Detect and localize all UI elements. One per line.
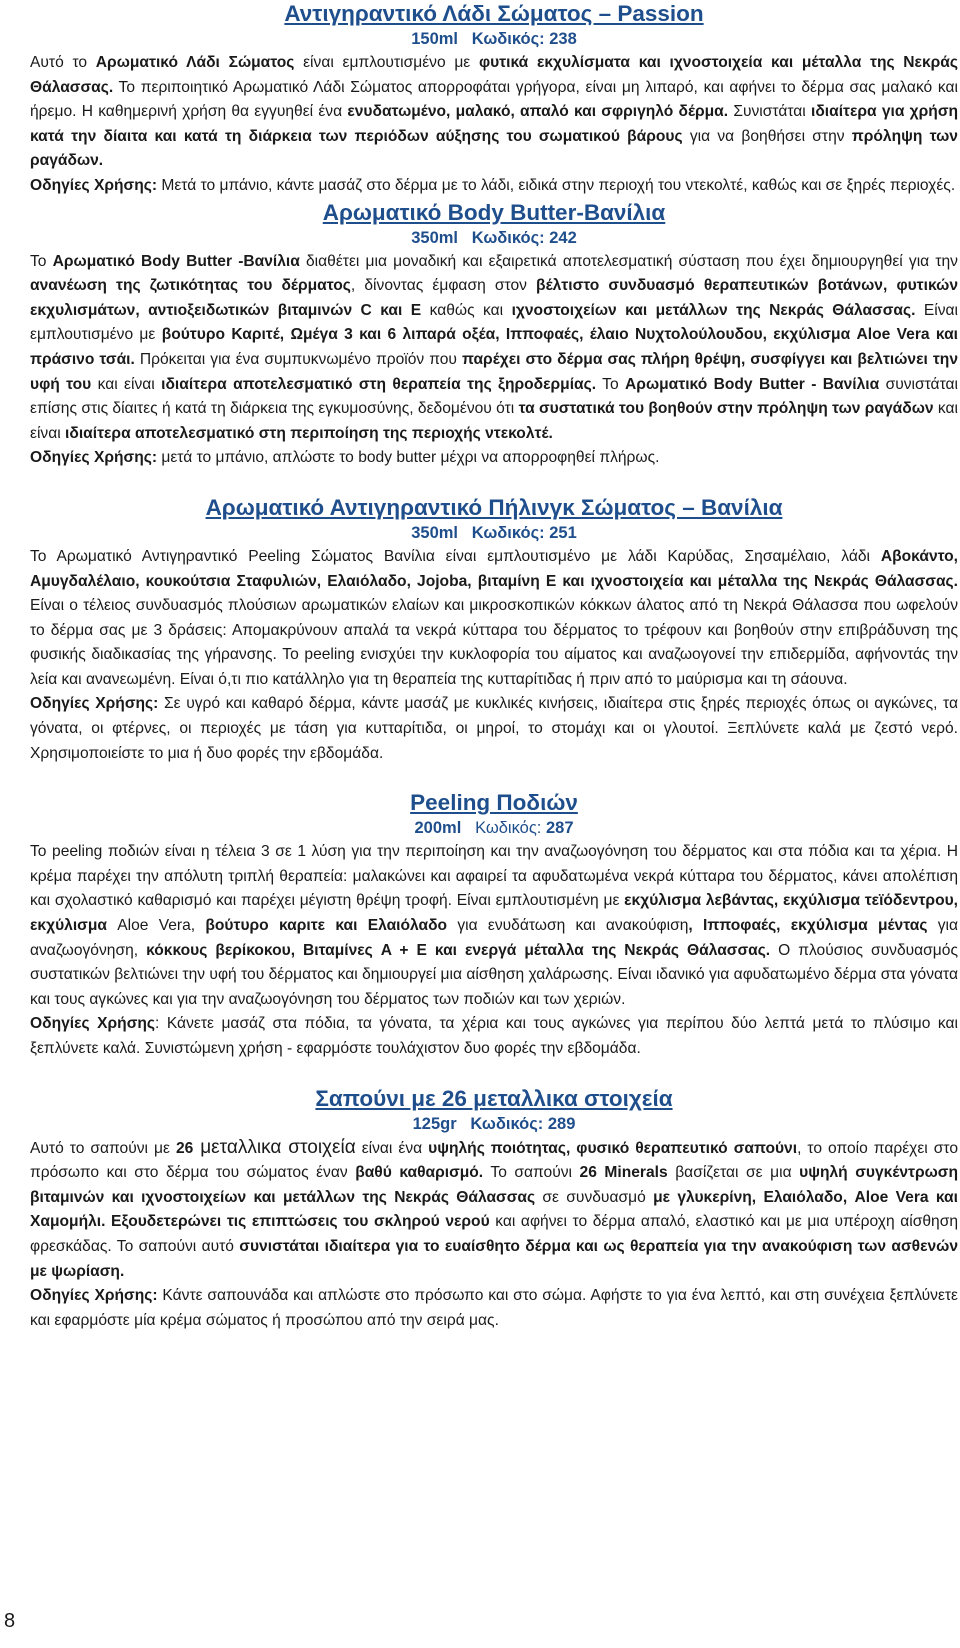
bold-text-run: βούτυρο Καριτέ, Ωμέγα 3 και 6 λιπαρά οξέα, Ιπποφαές, έλαιο Νυχτολούλουδου, εκχύλισμα Aloe Vera και πράσινο τσάι. [30, 326, 958, 368]
product-description [30, 250, 958, 471]
bold-text-run: υψηλής ποιότητας, φυσικό θεραπευτικό σαπούνι [428, 1139, 798, 1157]
bold-text-run: ιχνοστοιχείων και μετάλλων της Νεκράς Θάλασσας. [511, 301, 916, 319]
text-run: καθώς και [421, 301, 512, 319]
text-run: Κάντε σαπουνάδα και απλώστε στο πρόσωπο και στο σώμα. Αφήστε το για ένα λεπτό, και στη συνέχεια ξεπλύνετε και εφαρμόστε μία κρέμα σώματος ή προσώπου από την σειρά μας. [30, 1287, 959, 1329]
product-code: 287 [545, 819, 574, 838]
bold-text-run: ανανέωση της ζωτικότητας του δέρματος [30, 277, 351, 295]
text-run: : Κάνετε μασάζ στα πόδια, τα γόνατα, τα χέρια και τους αγκώνες για περίπου δύο λεπτά μετά το πλύσιμο και ξεπλύνετε καλά. Συνιστώμενη χρήση - εφαρμόστε τουλάχιστον δυο φορές την εβδομάδα. [30, 1015, 958, 1057]
product-code-label: Κωδικός: [471, 30, 545, 48]
bold-text-run: Αρωματικό Body Butter -Βανίλια [52, 252, 300, 270]
text-run: Το peeling ποδιών είναι η τέλεια 3 σε 1 λύση για την περιποίηση και την αναζωογόνηση του δέρματος και στα πόδια και τα χέρια. Η κρέμα παρέχει την απόλυτη τριπλή θεραπεία: μαλακώνει και αφαιρεί τα αφυδατωμένα νεκρά κύτταρα του δέρματος, κάνει απολέπιση και σχολαστικό καθαρισμό και παρέχει μέγιστη θρέψη τροφή. Είναι εμπλουτισμένη με [30, 843, 958, 910]
bold-text-run: Οδηγίες Χρήσης [30, 1015, 156, 1033]
text-run: είναι εμπλουτισμένο με [294, 54, 479, 71]
product-code: 251 [549, 523, 577, 542]
bold-text-run: βούτυρο καριτε και Ελαιόλαδο [205, 917, 448, 935]
product-code-label: Κωδικός: [471, 228, 545, 247]
product-code-label: Κωδικός: [475, 819, 542, 838]
usage-instructions-paragraph [30, 174, 958, 199]
bold-text-run: ιδιαίτερα αποτελεσματικό στη θεραπεία της ξηροδερμίας. [161, 375, 597, 393]
text-run: Σε υγρό και καθαρό δέρμα, κάντε μασάζ με κυκλικές κινήσεις, ιδιαίτερα στις ξηρές περιοχές όπως οι αγκώνες, τα γόνατα, οι φτέρνες, οι περιοχές με τάση για κυτταρίτιδα, οι μηροί, το στομάχι και οι γλουτοί. Ξεπλύνετε καλά με ζεστό νερό. Χρησιμοποιείστε το μια ή δυο φορές την εβδομάδα. [30, 695, 959, 762]
product-size-code [30, 1113, 958, 1136]
bold-text-run: Οδηγίες Χρήσης: [30, 695, 159, 713]
bold-text-run: 26 Minerals [579, 1164, 668, 1182]
bold-text-run: τα συστατικά του βοηθούν στην πρόληψη των ραγάδων [518, 400, 934, 418]
bold-text-run: πρόληψη των ραγάδων. [30, 127, 958, 170]
bold-text-run: κόκκους βερίκοκου, Βιταμίνες A + E και ενεργά μέταλλα της Νεκράς Θάλασσας. [146, 941, 771, 959]
product-title: Σαπούνι με 26 μεταλλικα στοιχεία [315, 1085, 673, 1111]
product-description-paragraph [30, 545, 958, 693]
usage-instructions-paragraph [30, 446, 958, 471]
product-description-paragraph [30, 840, 958, 1012]
product-description-paragraph [30, 51, 958, 174]
bold-text-run: Οδηγίες Χρήσης: [30, 1287, 158, 1305]
product-section [30, 789, 958, 1061]
usage-instructions-paragraph [30, 1012, 958, 1061]
product-title: Αρωματικό Body Butter-Βανίλια [322, 199, 666, 225]
text-run: για ενυδάτωση και ανακούφιση [447, 917, 689, 935]
text-run: συνιστάται επίσης στις δίαιτες ή κατά τη διάρκεια της εγκυμοσύνης, δεδομένου ότι [30, 375, 958, 418]
text-run: Πρόκειται για ένα συμπυκνωμένο προϊόν που [134, 350, 462, 368]
product-section [30, 1085, 958, 1334]
bold-text-run: , Ιπποφαές, εκχύλισμα μέντας [688, 917, 928, 935]
text-run: μετά το μπάνιο, απλώστε το body butter μέχρι να απορροφηθεί πλήρως. [157, 449, 660, 467]
bold-text-run: ιδιαίτερα αποτελεσματικό στη περιποίηση της περιοχής ντεκολτέ. [65, 424, 553, 442]
bold-text-run: φυτικά εκχυλίσματα και ιχνοστοιχεία και μέταλλα της Νεκράς Θάλασσας. [30, 54, 958, 96]
text-run: βασίζεται σε μια [667, 1164, 800, 1182]
product-size-code [30, 817, 958, 840]
text-run: Ο πλούσιος συνδυασμός συστατικών βελτιώνει την υφή του δέρματος και δημιουργεί μια αίσθηση χαλάρωσης. Είναι ιδανικό για αφυδατωμένο δέρμα στα γόνατα και τους αγκώνες και για την αναζωογόνηση του δέρματος των ποδιών και των χεριών. [30, 941, 958, 1008]
product-code: 289 [547, 1114, 576, 1133]
product-size-code [30, 522, 958, 545]
product-section [30, 494, 958, 766]
product-size-code [30, 227, 958, 250]
text-run: , δίνοντας έμφαση στον [350, 277, 537, 295]
text-run: και είναι [91, 375, 162, 393]
text-run: Το [596, 375, 626, 393]
product-size: 150ml [411, 30, 459, 48]
page-number: 8 [4, 1610, 16, 1632]
text-run: Μετά το μπάνιο, κάντε μασάζ στο δέρμα με το λάδι, ειδικά στην περιοχή του ντεκολτέ, καθώς και σε ξηρές περιοχές. [157, 176, 956, 194]
text-run: , το οποίο παρέχει στο πρόσωπο και στο δέρμα του σώματος έναν [30, 1139, 958, 1182]
text-run: και αφήνει το δέρμα απαλό, ελαστικό και με μια υπέροχη αίσθηση φρεσκάδας. Το σαπούνι αυτό [30, 1213, 958, 1255]
usage-instructions-paragraph [30, 1284, 958, 1333]
bold-text-run: βέλτιστο συνδυασμό θεραπευτικών βοτάνων, φυτικών εκχυλισμάτων, αντιοξειδωτικών βιταμινών C και E [30, 277, 958, 319]
text-run: Το περιποιητικό Αρωματικό Λάδι Σώματος απορροφάται γρήγορα, είναι μη λιπαρό, και αφήνει το δέρμα σας μαλακό και ήρεμο. Η καθημερινή χρήση θα εγγυηθεί ένα [30, 78, 958, 121]
text-run: Το [30, 252, 53, 270]
product-size: 350ml [411, 228, 459, 247]
text-run: για αναζωογόνηση, [30, 917, 958, 959]
bold-text-run: παρέχει στο δέρμα σας πλήρη θρέψη, συσφίγγει και βελτιώνει την υφή του [30, 350, 959, 393]
product-title: Αντιγηραντικό Λάδι Σώματος – Passion [284, 1, 704, 26]
bold-text-run: συνιστάται ιδιαίτερα για το ευαίσθητο δέρμα και ως θεραπεία για την ανακούφιση των ασθενών με ψωρίαση. [30, 1237, 958, 1280]
product-title: Peeling Ποδιών [410, 790, 578, 816]
product-code-label: Κωδικός: [470, 1114, 544, 1133]
text-run: Το Αρωματικό Αντιγηραντικό Peeling Σώματος Βανίλια είναι εμπλουτισμένο με λάδι Καρύδας, Σησαμέλαιο, λάδι [30, 547, 881, 565]
text-run: Aloe Vera, [106, 917, 206, 935]
text-run: διαθέτει μια μοναδική και εξαιρετικά αποτελεσματική σύσταση που έχει δημιουργηθεί για την [299, 252, 958, 270]
bold-text-run: Οδηγίες Χρήσης: [30, 176, 158, 194]
product-size: 125gr [412, 1114, 457, 1133]
text-run: και είναι [30, 400, 958, 442]
product-description [30, 840, 958, 1061]
bold-text-run: εκχύλισμα λεβάντας, εκχύλισμα τεϊόδεντρου, εκχύλισμα [30, 892, 958, 935]
product-description-paragraph [30, 1136, 958, 1285]
text-run: Το σαπούνι [483, 1164, 580, 1182]
bold-text-run: Αρωματικό Body Butter - Βανίλια [625, 375, 880, 393]
bold-text-run: Οδηγίες Χρήσης: [30, 449, 158, 467]
bold-text-run: 26 [175, 1139, 194, 1157]
product-size: 200ml [414, 819, 462, 838]
bold-text-run: με γλυκερίνη, Ελαιόλαδο, Aloe Vera και Χαμομήλι. Εξουδετερώνει τις επιπτώσεις του σκληρού νερού [30, 1188, 958, 1231]
text-run: Είναι ο τέλειος συνδυασμός πλούσιων αρωματικών ελαίων και μικροσκοπικών κόκκων άλατος από τη Νεκρά Θάλασσα που ωφελούν το δέρμα σας με 3 δράσεις: Απομακρύνουν απαλά τα νεκρά κύτταρα του δέρματος το τρέφουν και βοηθούν στην επιβράδυνση της φυσικής διαδικασίας της γήρανσης. Το peeling ενισχύει την κυκλοφορία του αίματος και αναζωογονεί την επιδερμίδα, αφήνοντάς την λεία και ανανεωμένη. Είναι ό,τι πιο κατάλληλο για τη θεραπεία της κυτταρίτιδας ή πριν από το μαύρισμα και τη σάουνα. [30, 597, 958, 688]
text-run: μεταλλικα στοιχεία [193, 1136, 356, 1158]
text-run: σε συνδυασμό [535, 1188, 654, 1206]
bold-text-run: υψηλή συγκέντρωση βιταμινών και ιχνοστοιχείων και μετάλλων της Νεκράς Θάλασσας [30, 1164, 958, 1206]
bold-text-run: Αρωματικό Λάδι Σώματος [95, 54, 295, 71]
product-code: 238 [549, 30, 577, 48]
product-description [30, 1136, 958, 1334]
text-run: Αυτό το [30, 54, 96, 71]
text-run: για να βοηθήσει στην [682, 127, 852, 145]
product-title: Αρωματικό Αντιγηραντικό Πήλινγκ Σώματος – Βανίλια [205, 494, 783, 520]
product-section [30, 199, 958, 471]
product-section [30, 0, 958, 199]
bold-text-run: Αβοκάντο, Αμυγδαλέλαιο, κουκούτσια Σταφυλιών, Ελαιόλαδο, Jojoba, βιταμίνη E και ιχνοστοιχεία και μέταλλα της Νεκράς Θάλασσας. [30, 547, 958, 590]
text-run: Αυτό το σαπούνι με [30, 1139, 176, 1157]
usage-instructions-paragraph [30, 692, 958, 766]
product-size-code [30, 28, 958, 51]
product-size: 350ml [411, 523, 459, 542]
text-run: είναι ένα [355, 1139, 429, 1157]
catalog-content [30, 0, 958, 1333]
text-run: Συνιστάται [728, 103, 811, 121]
bold-text-run: βαθύ καθαρισμό. [355, 1164, 484, 1182]
product-code-label: Κωδικός: [471, 523, 545, 542]
product-description [30, 51, 958, 199]
bold-text-run: ιδιαίτερα για χρήση κατά την δίαιτα και κατά τη διάρκεια των περιόδων αύξησης του σωματικού βάρους [30, 103, 959, 145]
product-description-paragraph [30, 250, 958, 447]
product-code: 242 [549, 228, 577, 247]
product-description [30, 545, 958, 766]
text-run: Είναι εμπλουτισμένο με [30, 301, 958, 344]
bold-text-run: ενυδατωμένο, μαλακό, απαλό και σφριγηλό δέρμα. [347, 103, 729, 121]
